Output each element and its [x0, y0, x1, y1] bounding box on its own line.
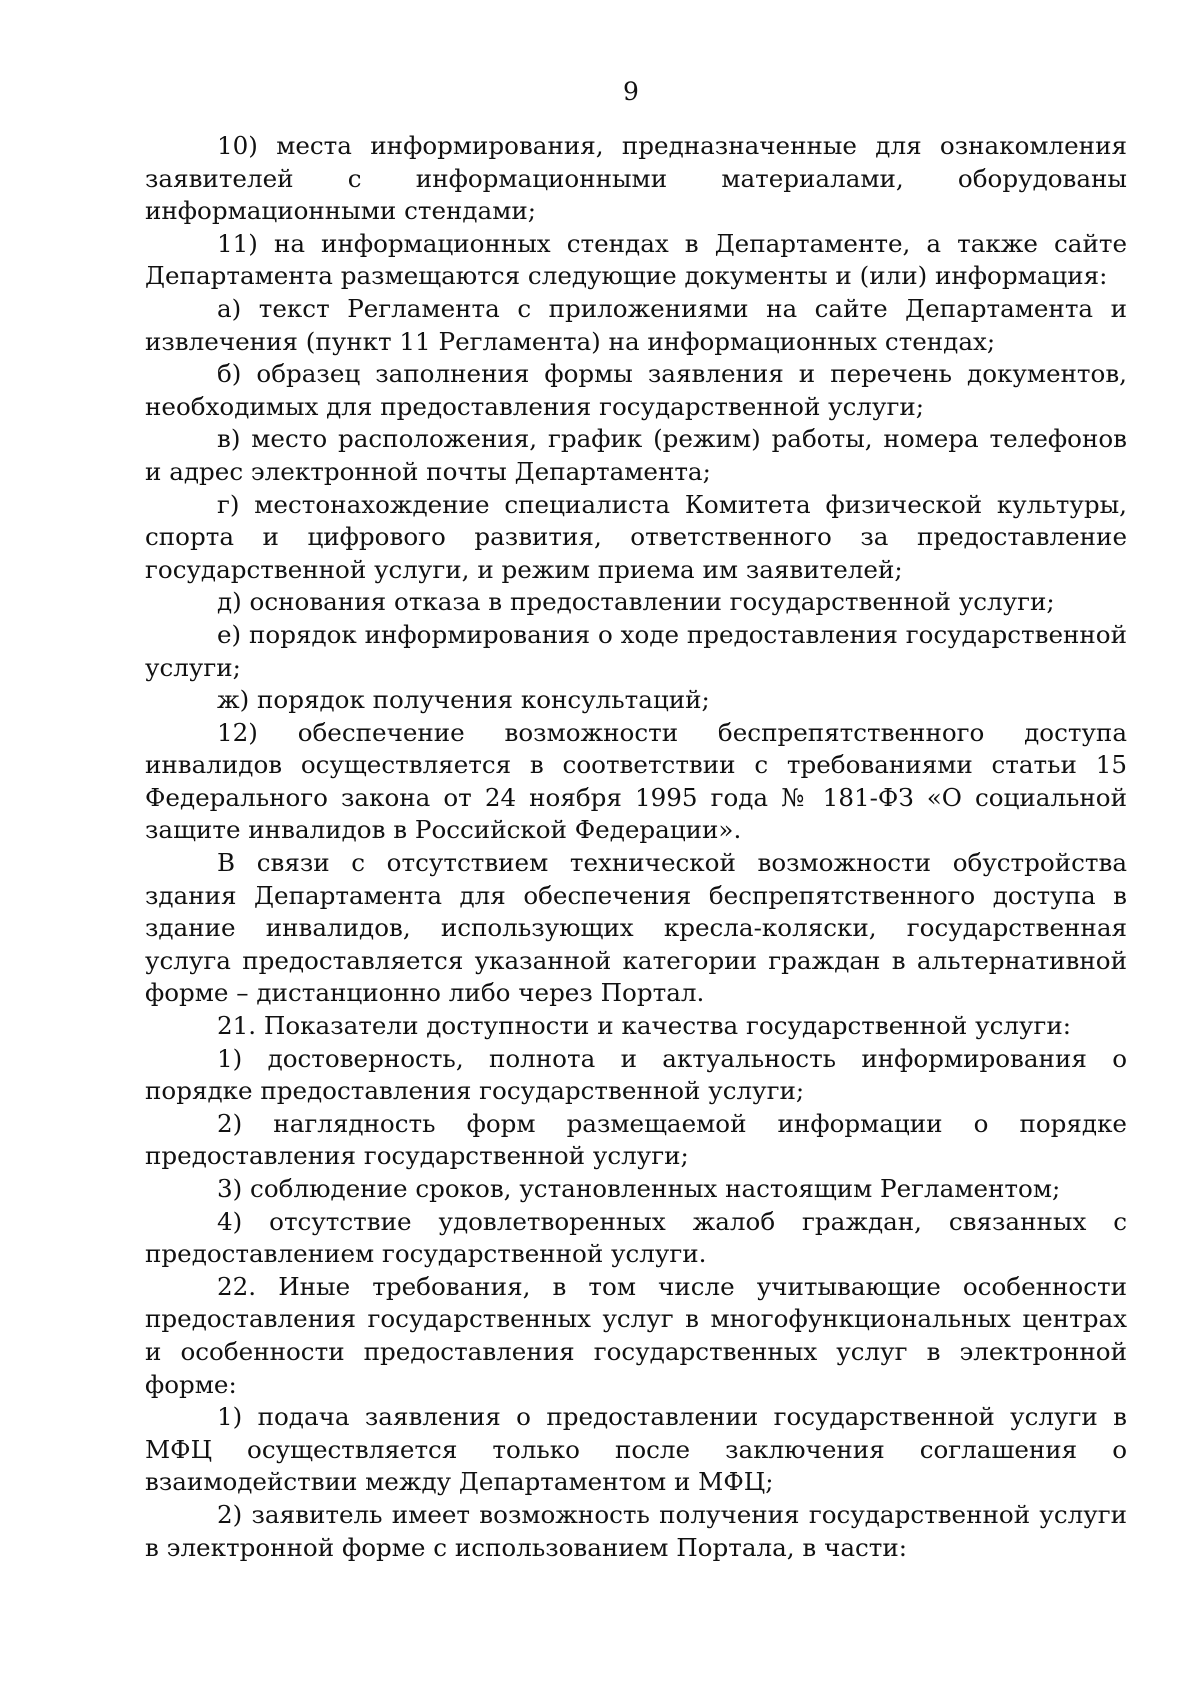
document-body	[145, 130, 1127, 1564]
paragraph: в) место расположения, график (режим) работы, номера телефонов и адрес электронной почты Департамента;	[145, 424, 1127, 486]
paragraph: 21. Показатели доступности и качества государственной услуги:	[217, 1011, 1071, 1041]
paragraph: 10) места информирования, предназначенные для ознакомления заявителей с информационными материалами, оборудованы информационными стендами;	[145, 131, 1127, 226]
paragraph: г) местонахождение специалиста Комитета физической культуры, спорта и цифрового развития, ответственного за предоставление государственной услуги, и режим приема им заявителей;	[145, 489, 1127, 584]
paragraph: 1) достоверность, полнота и актуальность информирования о порядке предоставления государственной услуги;	[145, 1043, 1127, 1106]
paragraph: 4) отсутствие удовлетворенных жалоб граждан, связанных с предоставлением государственной услуги.	[145, 1206, 1127, 1269]
paragraph: 12) обеспечение возможности беспрепятственного доступа инвалидов осуществляется в соответствии с требованиями статьи 15 Федерального закона от 24 ноября 1995 года № 181-ФЗ «О социальной защите инвалидов в Российской Федерации».	[145, 717, 1127, 845]
paragraph: 3) соблюдение сроков, установленных настоящим Регламентом;	[217, 1174, 1061, 1203]
paragraph: 22. Иные требования, в том числе учитывающие особенности предоставления государственных услуг в многофункциональных центрах и особенности предоставления государственных услуг в электронной форме:	[145, 1271, 1127, 1399]
paragraph: ж) порядок получения консультаций;	[217, 685, 710, 715]
paragraph: 1) подача заявления о предоставлении государственной услуги в МФЦ осуществляется только после заключения соглашения о взаимодействии между Департаментом и МФЦ;	[145, 1402, 1127, 1497]
paragraph: б) образец заполнения формы заявления и перечень документов, необходимых для предоставления государственной услуги;	[145, 359, 1127, 421]
paragraph: д) основания отказа в предоставлении государственной услуги;	[217, 587, 1055, 617]
paragraph: е) порядок информирования о ходе предоставления государственной услуги;	[145, 619, 1127, 682]
page-number: 9	[623, 77, 639, 106]
paragraph: 11) на информационных стендах в Департаменте, а также сайте Департамента размещаются следующие документы и (или) информация:	[145, 228, 1127, 291]
paragraph: В связи с отсутствием технической возможности обустройства здания Департамента для обеспечения беспрепятственного доступа в здание инвалидов, использующих кресла-коляски, государственная услуга предоставляется указанной категории граждан в альтернативной форме – дистанционно либо через Портал.	[145, 848, 1127, 1008]
paragraph: 2) наглядность форм размещаемой информации о порядке предоставления государственной услуги;	[145, 1108, 1127, 1171]
paragraph: а) текст Регламента с приложениями на сайте Департамента и извлечения (пункт 11 Регламента) на информационных стендах;	[145, 293, 1127, 356]
paragraph: 2) заявитель имеет возможность получения государственной услуги в электронной форме с использованием Портала, в части:	[145, 1499, 1127, 1562]
